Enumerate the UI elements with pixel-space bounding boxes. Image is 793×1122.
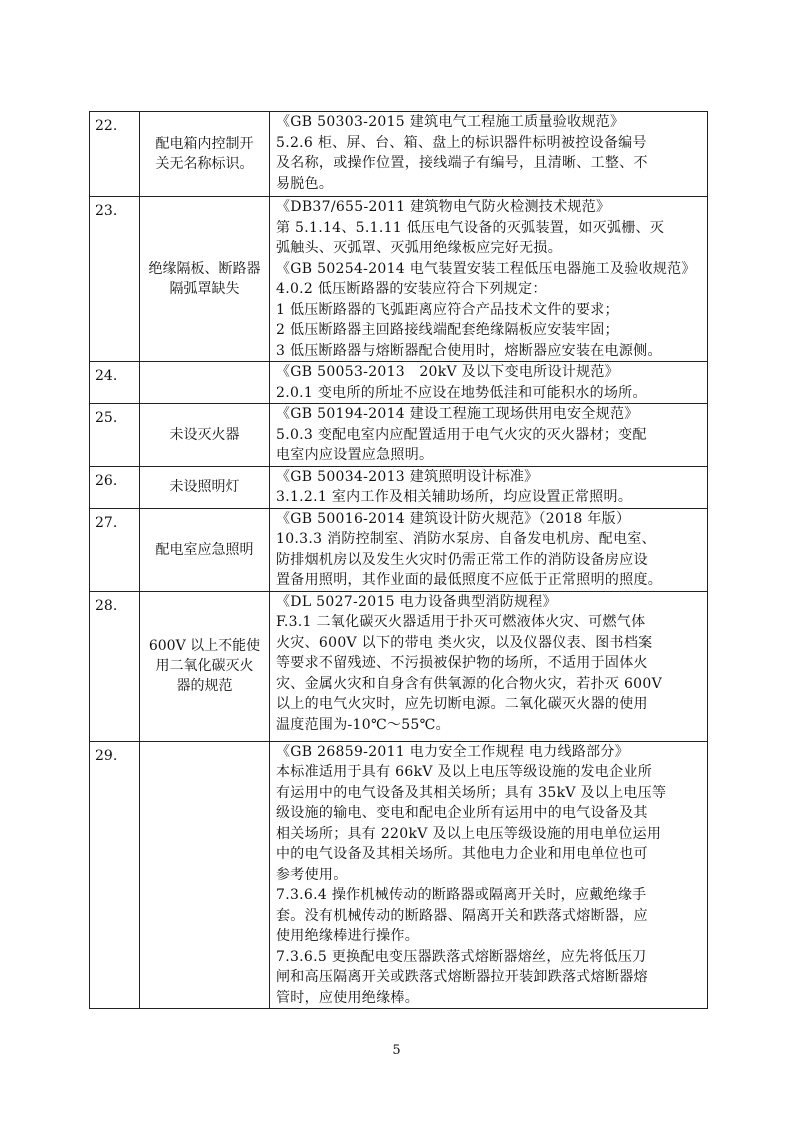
- regulation-line: 电室内应设置应急照明。: [276, 447, 434, 463]
- regulation-line: 火灾、600V 以下的带电 类火灾，以及仪器仪表、图书档案: [276, 634, 653, 651]
- issue-description: [140, 112, 270, 197]
- regulation-line: 闸和高压隔离开关或跌落式熔断器拉开装卸跌落式熔断器熔: [276, 969, 648, 985]
- regulation-line: 2.0.1 变电所的所址不应设在地势低洼和可能积水的场所。: [276, 384, 647, 401]
- issue-description: [140, 741, 270, 1009]
- regulation-line: 防排烟机房以及发生火灾时仍需正常工作的消防设备房应设: [276, 551, 648, 568]
- regulation-line: 等要求不留残迹、不污损被保护物的场所，不适用于固体火: [276, 655, 648, 671]
- issue-line: 配电室应急照明: [155, 541, 254, 558]
- regulation-line: 有运用中的电气设备及其相关场所；具有 35kV 及以上电压等: [276, 784, 667, 801]
- table-row: [90, 112, 708, 197]
- regulation-line: 《GB 50303-2015 建筑电气工程施工质量验收规范》: [276, 114, 625, 130]
- issue-line: 600V 以上不能使: [148, 638, 261, 654]
- regulation-line: 《GB 50053-2013 20kV 及以下变电所设计规范》: [276, 364, 619, 380]
- regulation-line: 7.3.6.5 更换配电变压器跌落式熔断器熔丝，应先将低压刀: [276, 948, 647, 965]
- regulation-line: 使用绝缘棒进行操作。: [276, 928, 419, 944]
- regulation-table-body: [90, 112, 708, 1009]
- regulation-line: 中的电气设备及其相关场所。其他电力企业和用电单位也可: [276, 846, 648, 862]
- issue-description: [140, 508, 270, 591]
- regulation-line: 《GB 50034-2013 建筑照明设计标准》: [276, 468, 539, 485]
- issue-line: 绝缘隔板、断路器: [148, 261, 261, 277]
- regulation-text: [270, 404, 708, 467]
- row-number: 25.: [90, 404, 140, 467]
- regulation-text: [270, 466, 708, 508]
- regulation-line: 《GB 50016-2014 建筑设计防火规范》（2018 年版）: [276, 510, 631, 527]
- regulation-line: 套。没有机械传动的断路器、隔离开关和跌落式熔断器，应: [276, 907, 648, 924]
- row-number: 28.: [90, 591, 140, 741]
- page-number: 5: [392, 1043, 401, 1058]
- regulation-line: 3 低压断路器与熔断器配合使用时，熔断器应安装在电源侧。: [276, 342, 662, 359]
- issue-line: 配电箱内控制开: [155, 136, 254, 152]
- regulation-table: [89, 111, 708, 1009]
- table-row: [90, 741, 708, 1009]
- issue-line: 未设灭火器: [169, 426, 240, 443]
- regulation-line: 《GB 50194-2014 建设工程施工现场供用电安全规范》: [276, 406, 639, 422]
- regulation-line: 5.2.6 柜、屏、台、箱、盘上的标识器件标明被控设备编号: [276, 134, 647, 151]
- regulation-line: 及名称，或操作位置，接线端子有编号，且清晰、工整、不: [276, 155, 648, 171]
- row-number: 27.: [90, 508, 140, 591]
- row-number: 29.: [90, 741, 140, 1009]
- row-number: 26.: [90, 466, 140, 508]
- regulation-line: 相关场所；具有 220kV 及以上电压等级设施的用电单位运用: [276, 825, 662, 842]
- regulation-line: 《DL 5027-2015 电力设备典型消防规程》: [276, 593, 557, 610]
- regulation-line: 7.3.6.4 操作机械传动的断路器或隔离开关时，应戴绝缘手: [276, 887, 647, 903]
- issue-line: 器的规范: [176, 678, 233, 694]
- table-row: [90, 362, 708, 404]
- issue-line: 未设照明灯: [169, 479, 240, 495]
- regulation-text: [270, 508, 708, 591]
- regulation-line: 温度范围为-10℃～55℃。: [276, 716, 450, 733]
- regulation-line: 1 低压断路器的飞弧距离应符合产品技术文件的要求；: [276, 301, 619, 318]
- regulation-line: 管时，应使用绝缘棒。: [276, 989, 419, 1006]
- regulation-line: 以上的电气火灾时，应先切断电源。二氧化碳灭火器的使用: [276, 696, 648, 712]
- regulation-line: 5.0.3 变配电室内应配置适用于电气火灾的灭火器材；变配: [276, 426, 647, 443]
- regulation-text: [270, 112, 708, 197]
- regulation-line: 置备用照明，其作业面的最低照度不应低于正常照明的照度。: [276, 572, 663, 588]
- regulation-text: [270, 591, 708, 741]
- regulation-line: 第 5.1.14、5.1.11 低压电气设备的灭弧装置，如灭弧栅、灭: [276, 219, 665, 236]
- table-row: [90, 508, 708, 591]
- issue-line: 关无名称标识。: [155, 156, 254, 172]
- regulation-line: 3.1.2.1 室内工作及相关辅助场所，均应设置正常照明。: [276, 489, 633, 505]
- row-number: 24.: [90, 362, 140, 404]
- regulation-line: 易脱色。: [276, 175, 334, 192]
- row-number: 22.: [90, 112, 140, 197]
- regulation-text: [270, 362, 708, 404]
- regulation-text: [270, 741, 708, 1009]
- issue-description: [140, 197, 270, 362]
- issue-description: [140, 362, 270, 404]
- regulation-line: 弧触头、灭弧罩、灭弧用绝缘板应完好无损。: [276, 240, 562, 256]
- regulation-line: 《GB 50254-2014 电气装置安装工程低压电器施工及验收规范》: [276, 260, 696, 277]
- issue-description: [140, 466, 270, 508]
- regulation-text: [270, 197, 708, 362]
- issue-description: [140, 404, 270, 467]
- issue-line: 用二氧化碳灭火: [155, 658, 254, 674]
- regulation-line: 级设施的输电、变电和配电企业所有运用中的电气设备及其: [276, 805, 648, 821]
- issue-line: 隔弧罩缺失: [169, 281, 240, 297]
- regulation-line: F.3.1 二氧化碳灭火器适用于扑灭可燃液体火灾、可燃气体: [276, 614, 646, 630]
- row-number: 23.: [90, 197, 140, 362]
- issue-description: [140, 591, 270, 741]
- table-row: [90, 404, 708, 467]
- table-row: [90, 591, 708, 741]
- regulation-line: 4.0.2 低压断路器的安装应符合下列规定：: [276, 281, 547, 297]
- regulation-line: 2 低压断路器主回路接线端配套绝缘隔板应安装牢固；: [276, 322, 619, 338]
- regulation-line: 灾、金属火灾和自身含有供氧源的化合物火灾，若扑灭 600V: [276, 675, 662, 692]
- regulation-line: 《GB 26859-2011 电力安全工作规程 电力线路部分》: [276, 743, 630, 760]
- regulation-line: 《DB37/655-2011 建筑物电气防火检测技术规范》: [276, 199, 611, 215]
- regulation-line: 参考使用。: [276, 866, 348, 883]
- table-row: [90, 466, 708, 508]
- regulation-line: 本标准适用于具有 66kV 及以上电压等级设施的发电企业所: [276, 764, 653, 780]
- table-row: [90, 197, 708, 362]
- regulation-line: 10.3.3 消防控制室、消防水泵房、自备发电机房、配电室、: [276, 531, 656, 547]
